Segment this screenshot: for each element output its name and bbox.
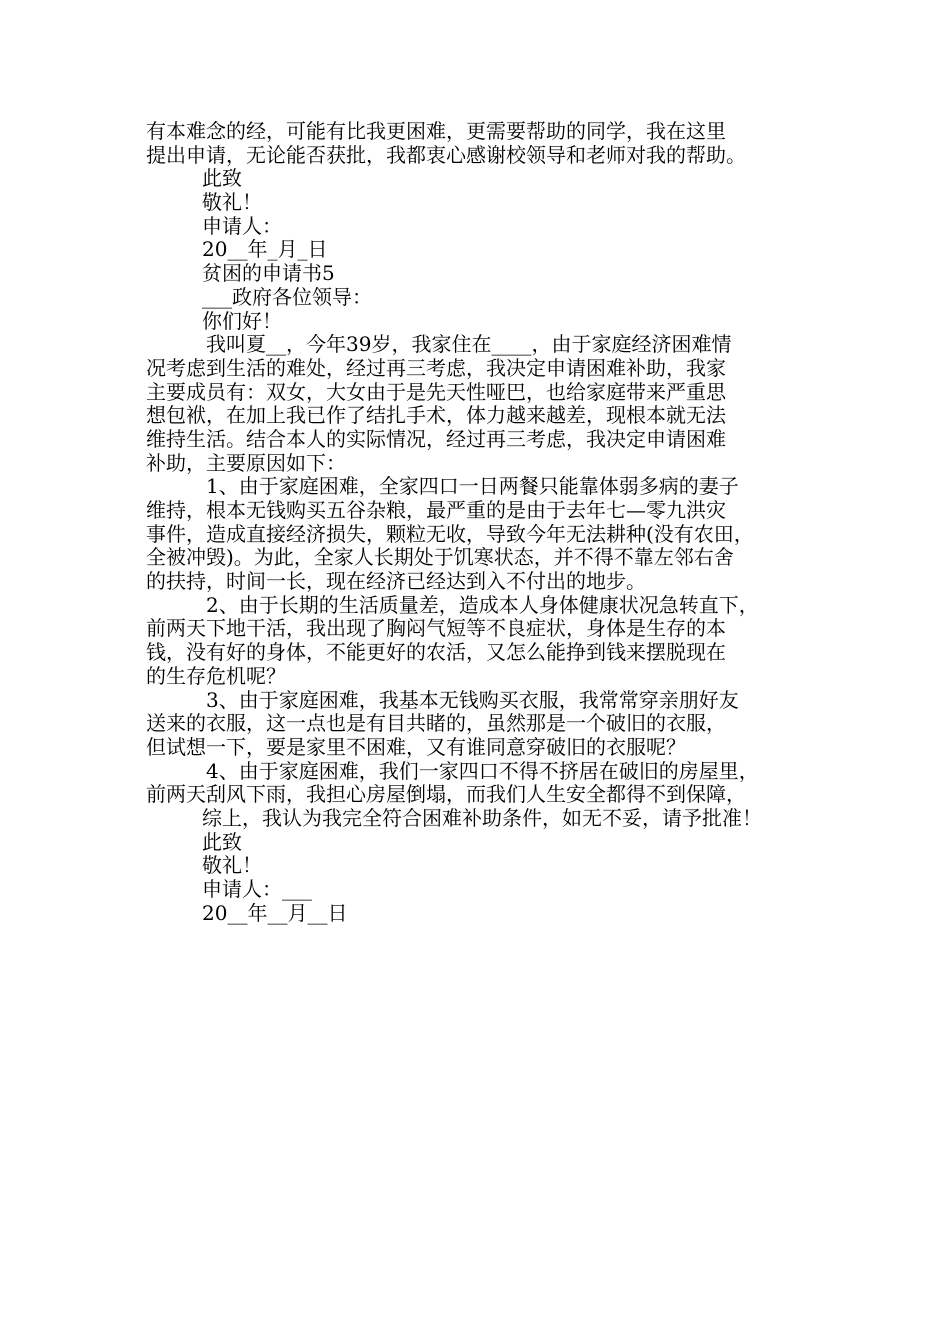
- text-line: 有本难念的经，可能有比我更困难，更需要帮助的同学，我在这里: [146, 120, 726, 143]
- date-line: 20__年__月__日: [202, 901, 348, 925]
- reason-item-1: 1、由于家庭困难，全家四口一日两餐只能靠体弱多病的妻子: [206, 475, 739, 499]
- text-line: 的生存危机呢？: [146, 664, 286, 688]
- text-line: 维持，根本无钱购买五谷杂粮，最严重的是由于去年七—零九洪灾: [146, 499, 726, 522]
- text-line: 补助，主要原因如下：: [146, 451, 346, 475]
- text-line: 想包袱，在加上我已作了结扎手术，体力越来越差，现根本就无法: [146, 404, 726, 428]
- greeting-line: 你们好！: [202, 309, 282, 333]
- text-line: 全被冲毁)。为此，全家人长期处于饥寒状态，并不得不靠左邻右舍: [146, 546, 734, 570]
- date-line: 20__年_月_日: [202, 238, 328, 262]
- reason-item-4: 4、由于家庭困难，我们一家四口不得不挤居在破旧的房屋里，: [206, 759, 759, 783]
- salutation-line: 此致: [202, 830, 242, 854]
- document-page: [146, 120, 818, 925]
- text-line: 维持生活。结合本人的实际情况，经过再三考虑，我决定申请困难: [146, 427, 726, 451]
- text-line: 提出申请，无论能否获批，我都衷心感谢校领导和老师对我的帮助。: [146, 143, 746, 167]
- addressee-line: ___政府各位领导：: [202, 285, 372, 309]
- conclusion-line: 综上，我认为我完全符合困难补助条件，如无不妥，请予批准！: [202, 806, 762, 830]
- applicant-line: 申请人：: [202, 214, 282, 238]
- text-line: 前两天下地干活，我出现了胸闷气短等不良症状，身体是生存的本: [146, 617, 726, 641]
- text-line: 况考虑到生活的难处，经过再三考虑，我决定申请困难补助，我家: [146, 356, 726, 380]
- closing-line: 敬礼！: [202, 854, 262, 878]
- closing-line: 敬礼！: [202, 191, 262, 215]
- text-line: 送来的衣服，这一点也是有目共睹的，虽然那是一个破旧的衣服，: [146, 712, 726, 736]
- salutation-line: 此致: [202, 167, 242, 191]
- applicant-line: 申请人：___: [202, 878, 312, 901]
- text-line: 主要成员有：双女，大女由于是先天性哑巴，也给家庭带来严重思: [146, 380, 726, 404]
- text-line: 但试想一下，要是家里不困难，又有谁同意穿破旧的衣服呢？: [146, 735, 686, 759]
- text-line: 前两天刮风下雨，我担心房屋倒塌，而我们人生安全都得不到保障，: [146, 783, 746, 807]
- section-title: 贫困的申请书5: [202, 262, 335, 286]
- text-line: 钱，没有好的身体，不能更好的农活，又怎么能挣到钱来摆脱现在: [146, 641, 726, 665]
- paragraph-start: 我叫夏__，今年39岁，我家住在____，由于家庭经济困难情: [206, 333, 732, 357]
- text-line: 事件，造成直接经济损失，颗粒无收，导致今年无法耕种(没有农田，: [146, 522, 754, 546]
- reason-item-3: 3、由于家庭困难，我基本无钱购买衣服，我常常穿亲朋好友: [206, 688, 739, 712]
- text-line: 的扶持，时间一长，现在经济已经达到入不付出的地步。: [146, 570, 646, 594]
- reason-item-2: 2、由于长期的生活质量差，造成本人身体健康状况急转直下，: [206, 593, 759, 617]
